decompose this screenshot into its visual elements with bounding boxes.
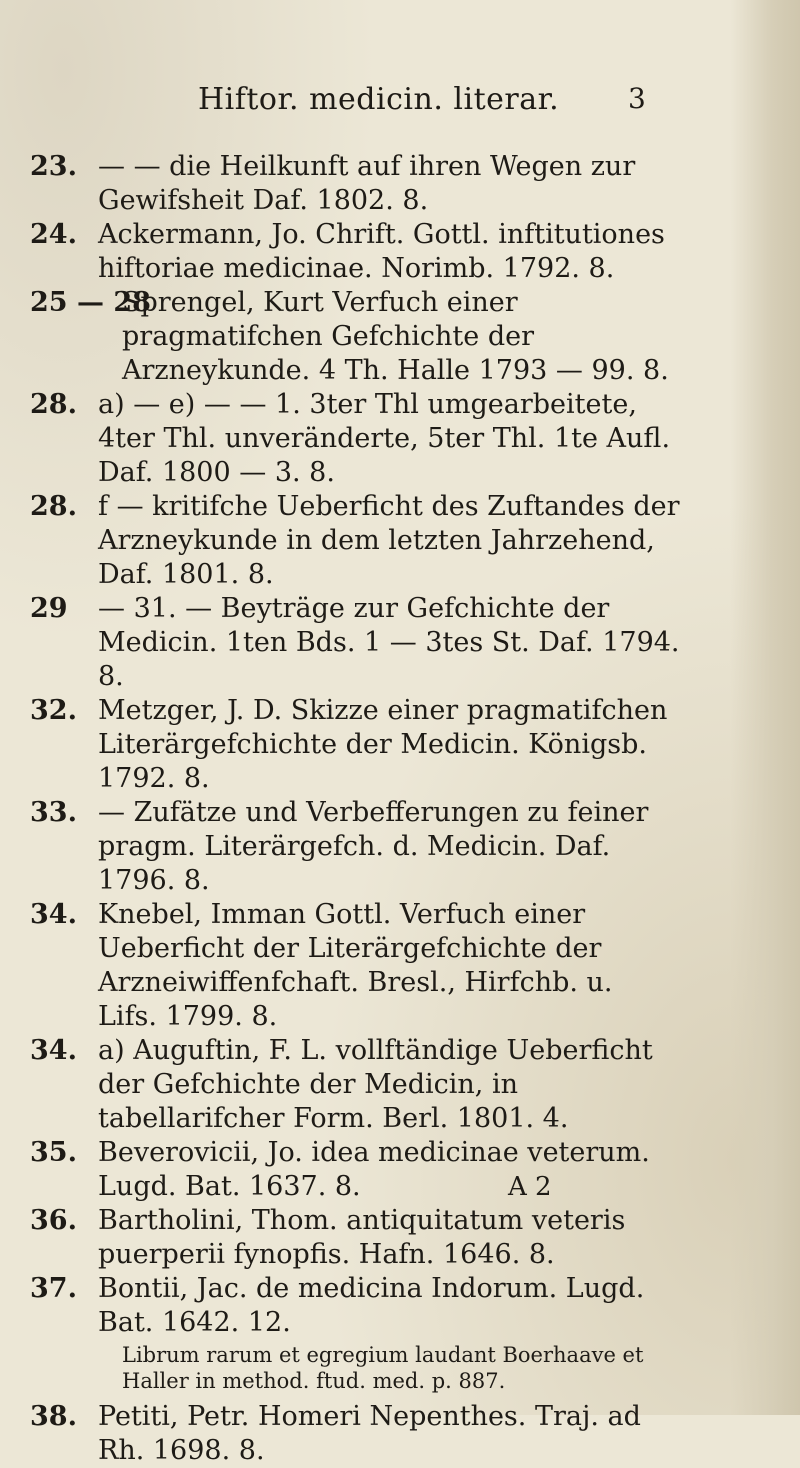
entry-number: 24. bbox=[30, 219, 77, 250]
entry-text: Sprengel, Kurt Verfuch einer pragmatifchen Gefchichte der Arzneykunde. 4 Th. Halle 1793 — 99. 8. bbox=[122, 287, 669, 386]
entry-text: — — die Heilkunft auf ihren Wegen zur Gewifsheit Daf. 1802. 8. bbox=[98, 151, 636, 216]
entry-text: Bartholini, Thom. antiquitatum veteris puerperii fynopfis. Hafn. 1646. 8. bbox=[98, 1205, 626, 1270]
entry-text: — 31. — Beyträge zur Gefchichte der Medicin. 1ten Bds. 1 — 3tes St. Daf. 1794. 8. bbox=[98, 593, 680, 692]
list-item bbox=[30, 218, 680, 286]
entry-text: a) — e) — — 1. 3ter Thl umgearbeitete, 4ter Thl. unveränderte, 5ter Thl. 1te Aufl. Daf. 1800 — 3. 8. bbox=[98, 389, 671, 488]
list-item bbox=[30, 898, 680, 1034]
entry-text: f — kritifche Ueberficht des Zuftandes der Arzneykunde in dem letzten Jahrzehend, Daf. 1801. 8. bbox=[98, 491, 680, 590]
entry-text: Metzger, J. D. Skizze einer pragmatifchen Literärgefchichte der Medicin. Königsb. 1792. 8. bbox=[98, 695, 668, 794]
list-item bbox=[30, 592, 680, 694]
entry-text: Ackermann, Jo. Chrift. Gottl. inftitutiones hiftoriae medicinae. Norimb. 1792. 8. bbox=[98, 219, 665, 284]
entry-number: 23. bbox=[30, 151, 77, 182]
list-item bbox=[30, 388, 680, 490]
entry-text: Petiti, Petr. Homeri Nepenthes. Traj. ad Rh. 1698. 8. bbox=[98, 1401, 641, 1466]
entry-text: Knebel, Imman Gottl. Verfuch einer Ueberficht der Literärgefchichte der Arzneiwiffenfchaft. Bresl., Hirfchb. u. Lifs. 1799. 8. bbox=[98, 899, 613, 1032]
list-item bbox=[30, 1204, 680, 1272]
list-item bbox=[30, 490, 680, 592]
entry-number: 35. bbox=[30, 1137, 77, 1168]
entry-text: a) Auguftin, F. L. vollftändige Ueberficht der Gefchichte der Medicin, in tabellarifcher Form. Berl. 1801. 4. bbox=[98, 1035, 653, 1134]
entry-number: 29 bbox=[30, 593, 68, 624]
entry-text: — Zufätze und Verbefferungen zu feiner pragm. Literärgefch. d. Medicin. Daf. 1796. 8. bbox=[98, 797, 649, 896]
page-title: Hiftor. medicin. literar. bbox=[198, 82, 560, 117]
entry-number: 32. bbox=[30, 695, 77, 726]
entry-number: 34. bbox=[30, 1035, 77, 1066]
list-item bbox=[30, 1400, 680, 1468]
entry-number: 33. bbox=[30, 797, 77, 828]
list-item bbox=[30, 286, 680, 388]
footnote: Librum rarum et egregium laudant Boerhaave et Haller in method. ftud. med. p. 887. bbox=[122, 1343, 644, 1393]
entry-text: Bontii, Jac. de medicina Indorum. Lugd. Bat. 1642. 12. bbox=[98, 1273, 645, 1338]
entry-number: 38. bbox=[30, 1401, 77, 1432]
signature-mark: A 2 bbox=[508, 1172, 552, 1202]
entry-number: 36. bbox=[30, 1205, 77, 1236]
bibliography-list bbox=[30, 150, 680, 1468]
list-item bbox=[30, 796, 680, 898]
entry-number: 37. bbox=[30, 1273, 77, 1304]
list-item bbox=[30, 1034, 680, 1136]
list-item bbox=[30, 694, 680, 796]
list-item bbox=[30, 1136, 680, 1204]
entry-number: 34. bbox=[30, 899, 77, 930]
page-edge-shadow bbox=[730, 0, 800, 1415]
list-item bbox=[30, 150, 680, 218]
page-number: 3 bbox=[628, 82, 647, 115]
entry-number: 25 — 28 bbox=[30, 287, 151, 318]
entry-number: 28. bbox=[30, 491, 77, 522]
list-item bbox=[30, 1272, 680, 1340]
entry-number: 28. bbox=[30, 389, 77, 420]
entry-text: Beverovicii, Jo. idea medicinae veterum. Lugd. Bat. 1637. 8. bbox=[98, 1137, 650, 1202]
